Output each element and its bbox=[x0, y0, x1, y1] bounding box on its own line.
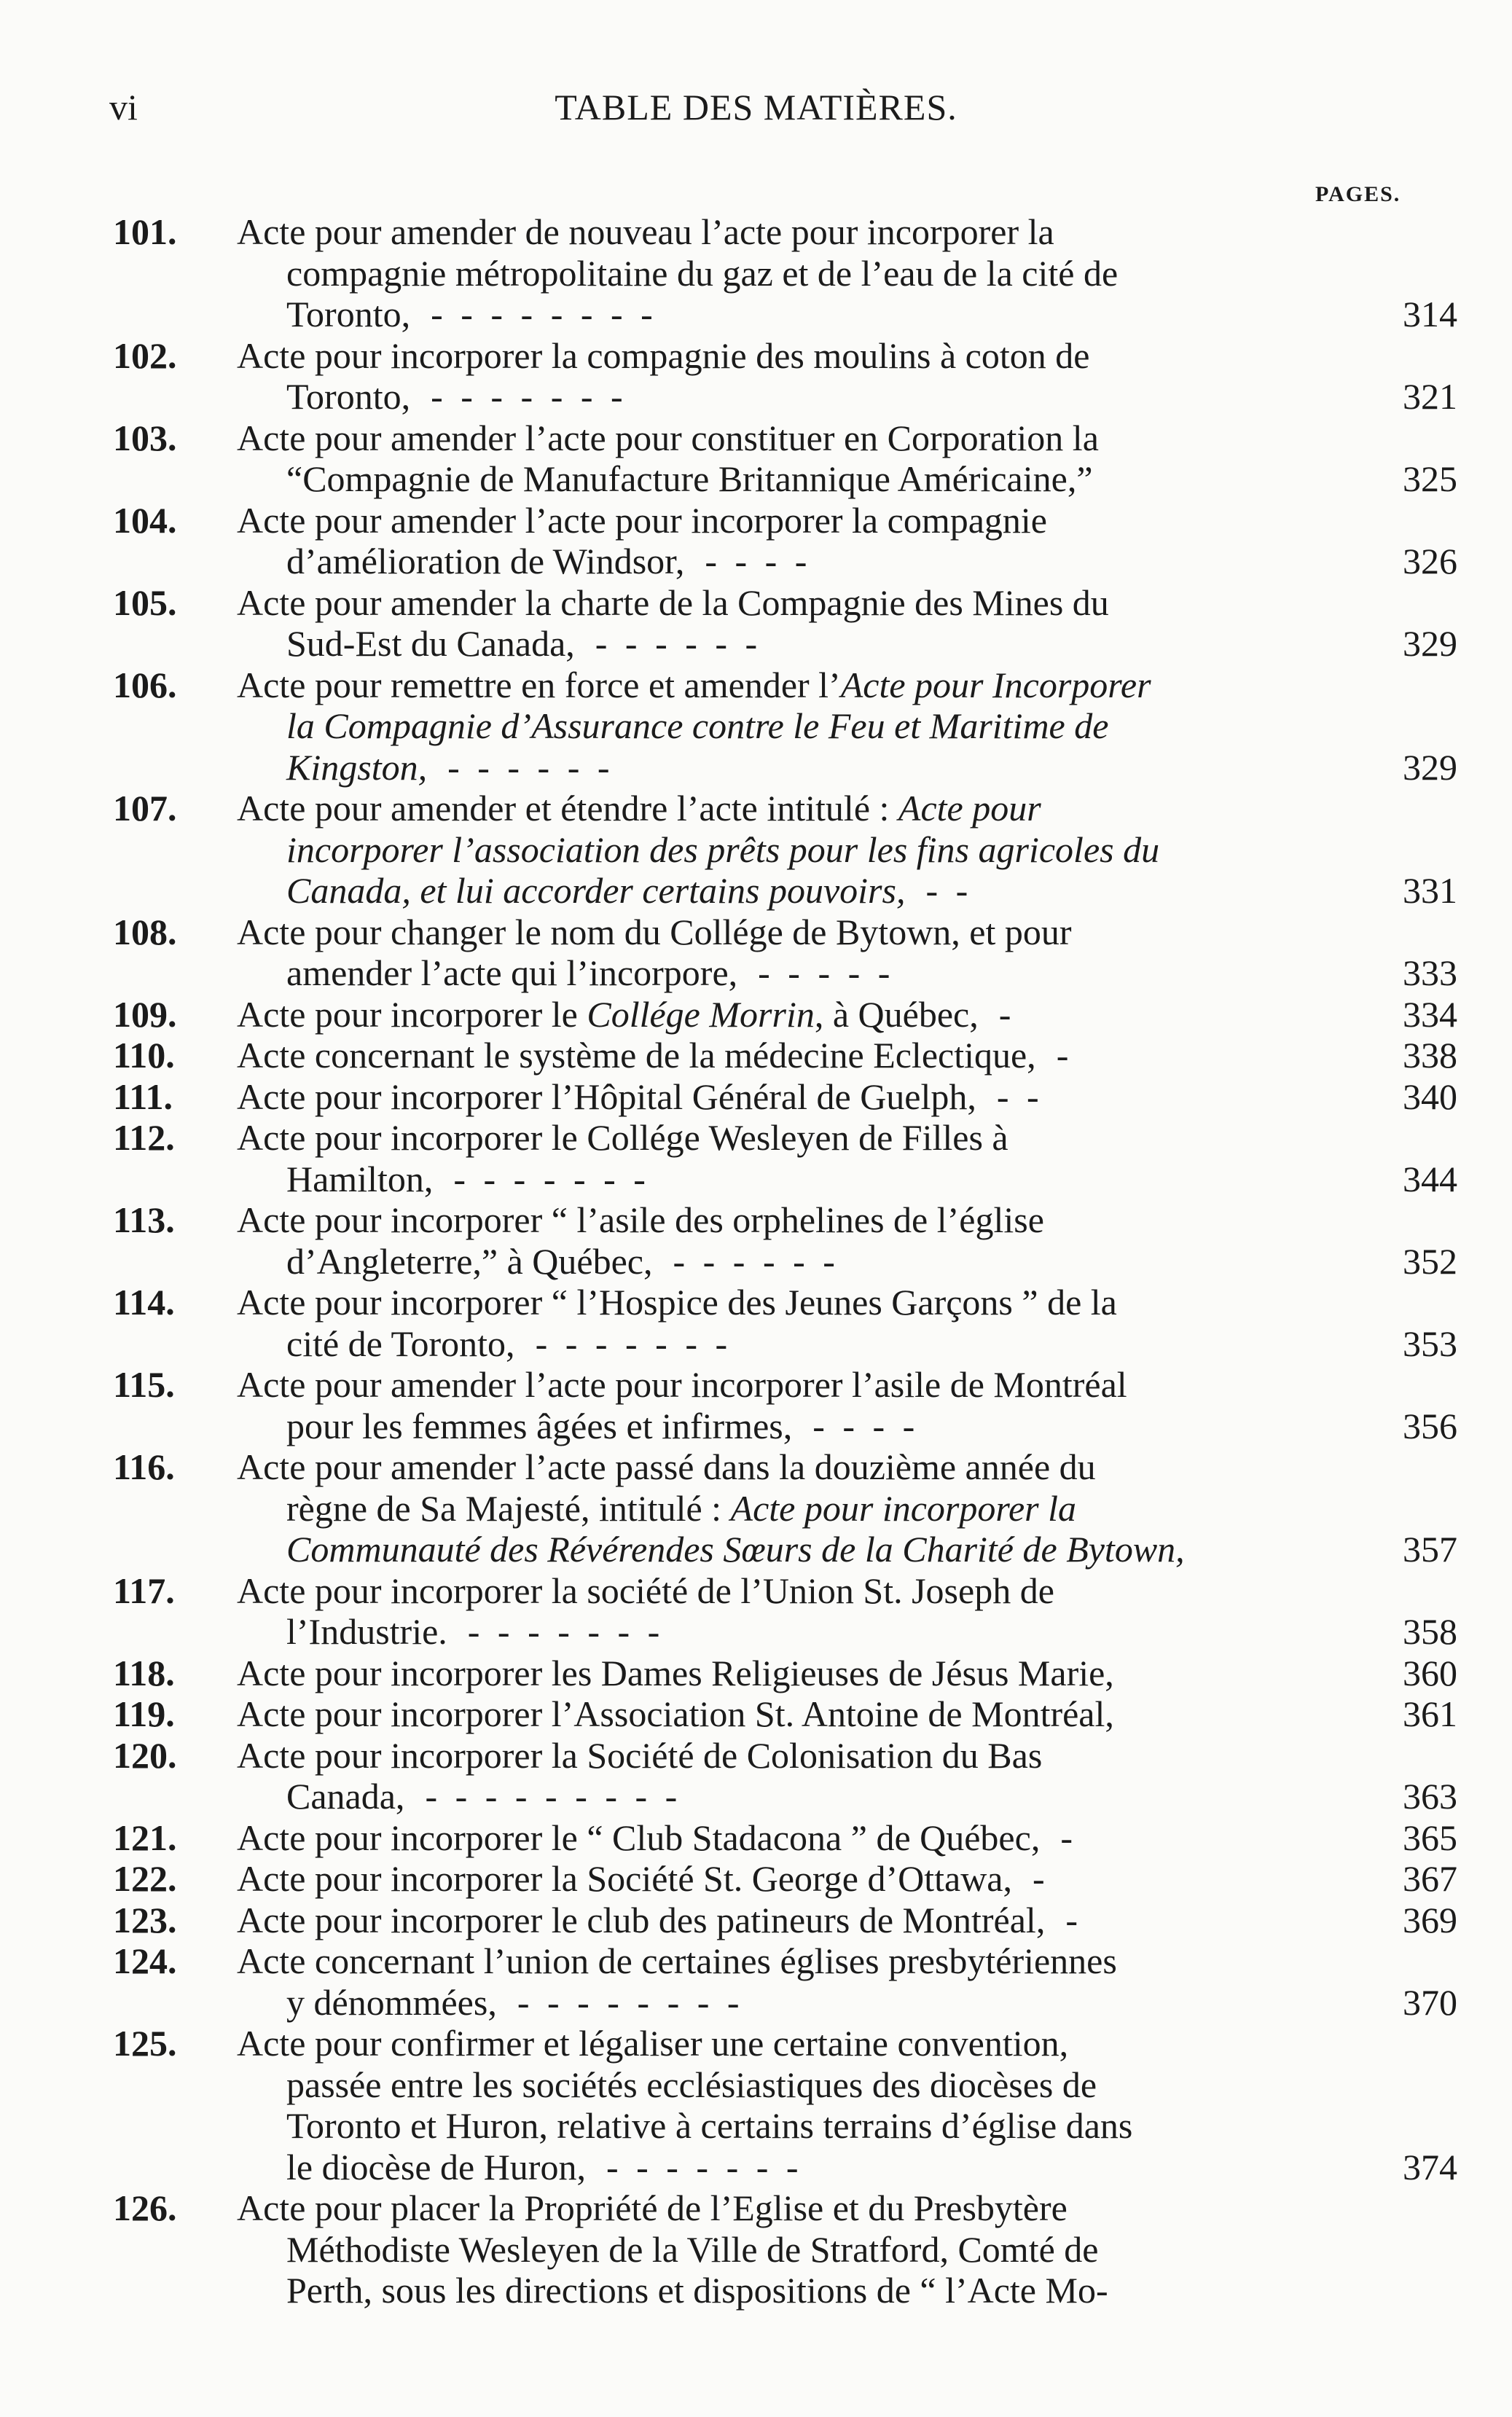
dot-leader: - bbox=[1060, 1817, 1077, 1858]
entry-text bbox=[113, 1282, 1457, 1364]
toc-entry bbox=[113, 1693, 1457, 1735]
entry-number: 103. bbox=[113, 417, 177, 458]
entry-line-text: amender l’acte qui l’incorpore, bbox=[286, 952, 738, 993]
toc-entry bbox=[113, 1199, 1457, 1282]
dot-leader: - bbox=[1056, 1035, 1073, 1076]
page-reference: 329 bbox=[1403, 746, 1457, 788]
entry-line bbox=[113, 1570, 1457, 1612]
entry-line bbox=[113, 1858, 1457, 1900]
dot-leader: - bbox=[998, 993, 1016, 1035]
page-reference: 369 bbox=[1403, 1899, 1457, 1940]
entry-number: 101. bbox=[113, 211, 177, 252]
entry-line-text: règne de Sa Majesté, intitulé : bbox=[286, 1487, 731, 1529]
page-reference: 374 bbox=[1403, 2146, 1457, 2187]
toc-entry bbox=[113, 1076, 1457, 1118]
entry-line bbox=[113, 1900, 1457, 1941]
entry-line bbox=[113, 376, 1457, 418]
entry-line bbox=[113, 1117, 1457, 1159]
entry-line bbox=[113, 1982, 1457, 2024]
entry-line-text: Acte pour incorporer le Collége Wesleyen de Filles à bbox=[237, 1117, 1008, 1158]
page-reference: 357 bbox=[1403, 1529, 1457, 1570]
page-reference: 353 bbox=[1403, 1323, 1457, 1364]
entry-line bbox=[113, 335, 1457, 377]
entry-line bbox=[113, 253, 1457, 294]
entry-line bbox=[113, 788, 1457, 829]
entry-line-text: Acte pour amender l’acte pour incorporer la compagnie bbox=[237, 499, 1047, 541]
entry-number: 110. bbox=[113, 1035, 175, 1076]
entry-number: 102. bbox=[113, 334, 177, 376]
page-reference: 370 bbox=[1403, 1981, 1457, 2023]
entry-line-text: Acte pour amender l’acte passé dans la douzième année du bbox=[237, 1446, 1096, 1487]
toc-entry bbox=[113, 582, 1457, 665]
entry-line bbox=[113, 705, 1457, 747]
entry-line bbox=[113, 1940, 1457, 1982]
page-reference: 333 bbox=[1403, 952, 1457, 993]
entry-line bbox=[113, 665, 1457, 706]
dot-leader: - - - - - - bbox=[673, 1240, 839, 1282]
page-reference: 331 bbox=[1403, 870, 1457, 911]
entry-line-text: Sud-Est du Canada, bbox=[286, 623, 575, 664]
toc-entry bbox=[113, 500, 1457, 582]
entry-text bbox=[113, 1364, 1457, 1446]
entry-number: 126. bbox=[113, 2187, 177, 2228]
entry-number: 111. bbox=[113, 1076, 173, 1117]
entry-line-text: passée entre les sociétés ecclésiastiques des diocèses de bbox=[286, 2064, 1097, 2105]
dot-leader: - - - - - - - - - bbox=[425, 1776, 682, 1817]
toc-entry bbox=[113, 1653, 1457, 1694]
entry-line bbox=[113, 870, 1457, 912]
entry-line bbox=[113, 2064, 1457, 2106]
entry-line-text: Acte pour remettre en force et amender l’ bbox=[237, 664, 841, 705]
pages-column-label: PAGES. bbox=[1315, 182, 1401, 206]
entry-line bbox=[113, 1446, 1457, 1488]
entry-line-text: Acte pour placer la Propriété de l’Eglise et du Presbytère bbox=[237, 2187, 1068, 2228]
entry-text bbox=[113, 1817, 1457, 1859]
entry-line bbox=[113, 952, 1457, 994]
entry-line bbox=[113, 829, 1457, 871]
entry-line-text: Acte pour incorporer “ l’asile des orphelines de l’église bbox=[237, 1199, 1044, 1240]
entry-text bbox=[113, 211, 1457, 335]
page-reference: 361 bbox=[1403, 1693, 1457, 1734]
entry-text bbox=[113, 1900, 1457, 1941]
entry-line-text: Acte pour amender l’acte pour constituer en Corporation la bbox=[237, 417, 1099, 458]
entry-line bbox=[113, 2105, 1457, 2147]
entry-text bbox=[113, 788, 1457, 912]
entry-line bbox=[113, 1323, 1457, 1365]
entry-line-text: “Compagnie de Manufacture Britannique Américaine,” bbox=[286, 458, 1093, 499]
entry-line-text: Acte pour incorporer le “ Club Stadacona ” de Québec, bbox=[237, 1817, 1041, 1858]
entry-number: 121. bbox=[113, 1817, 177, 1858]
entry-line-text-after: , à Québec, bbox=[814, 993, 979, 1035]
entry-text bbox=[113, 2023, 1457, 2187]
toc-entry bbox=[113, 1858, 1457, 1900]
entry-line bbox=[113, 912, 1457, 953]
dot-leader: - bbox=[1033, 1858, 1049, 1899]
dot-leader: - - - - - - bbox=[447, 746, 614, 788]
entry-line bbox=[113, 1406, 1457, 1447]
entry-line-text: Acte pour incorporer l’Hôpital Général de Guelph, bbox=[237, 1076, 976, 1117]
dot-leader: - - - - - - - bbox=[431, 376, 627, 417]
dot-leader: - - - - - - - - bbox=[517, 1981, 744, 2023]
toc-entry bbox=[113, 665, 1457, 788]
entry-line-italic-text: Canada, et lui accorder certains pouvoirs, bbox=[286, 870, 906, 911]
toc-entry bbox=[113, 1900, 1457, 1941]
entry-number: 114. bbox=[113, 1282, 175, 1323]
entry-text bbox=[113, 1076, 1457, 1118]
entry-number: 122. bbox=[113, 1858, 177, 1899]
toc-entry bbox=[113, 2023, 1457, 2187]
entry-line bbox=[113, 1241, 1457, 1282]
entry-line bbox=[113, 1035, 1457, 1076]
entry-number: 108. bbox=[113, 911, 177, 952]
entry-line bbox=[113, 747, 1457, 788]
entry-line-text: cité de Toronto, bbox=[286, 1323, 515, 1364]
dot-leader: - - - - - - - bbox=[453, 1158, 650, 1199]
entry-line-text: l’Industrie. bbox=[286, 1611, 447, 1652]
entry-line-text: Acte pour incorporer le bbox=[237, 993, 587, 1035]
entry-number: 120. bbox=[113, 1734, 177, 1776]
entry-text bbox=[113, 500, 1457, 582]
page-reference: 356 bbox=[1403, 1405, 1457, 1446]
entry-line bbox=[113, 582, 1457, 624]
entry-line-text: Perth, sous les directions et dispositions de “ l’Acte Mo- bbox=[286, 2270, 1108, 2311]
entry-line-text: Acte concernant l’union de certaines églises presbytériennes bbox=[237, 1940, 1117, 1981]
entry-number: 106. bbox=[113, 664, 177, 705]
entry-line-text: Acte pour incorporer la compagnie des moulins à coton de bbox=[237, 334, 1090, 376]
page-reference: 334 bbox=[1403, 993, 1457, 1035]
entry-number: 119. bbox=[113, 1693, 175, 1734]
page-reference: 326 bbox=[1403, 541, 1457, 581]
entry-line bbox=[113, 1529, 1457, 1570]
entry-line bbox=[113, 1364, 1457, 1406]
toc-entry bbox=[113, 2187, 1457, 2311]
entry-text bbox=[113, 335, 1457, 418]
dot-leader: - bbox=[1065, 1899, 1082, 1940]
entry-text bbox=[113, 1117, 1457, 1199]
page-reference: 314 bbox=[1403, 294, 1457, 334]
entry-line bbox=[113, 500, 1457, 541]
entry-line-text: d’amélioration de Windsor, bbox=[286, 541, 685, 581]
page-reference: 344 bbox=[1403, 1158, 1457, 1199]
entry-number: 118. bbox=[113, 1652, 175, 1693]
page-reference: 321 bbox=[1403, 376, 1457, 417]
toc-entry bbox=[113, 1446, 1457, 1570]
entry-number: 115. bbox=[113, 1364, 175, 1405]
entry-line-text: pour les femmes âgées et infirmes, bbox=[286, 1405, 793, 1446]
entry-line-text: Acte pour changer le nom du Collége de Bytown, et pour bbox=[237, 911, 1072, 952]
entry-text bbox=[113, 994, 1457, 1035]
entry-text bbox=[113, 2187, 1457, 2311]
entry-line bbox=[113, 994, 1457, 1035]
entry-line-italic-text: incorporer l’association des prêts pour les fins agricoles du bbox=[286, 828, 1160, 870]
entry-number: 125. bbox=[113, 2023, 177, 2064]
page-title: TABLE DES MATIÈRES. bbox=[555, 87, 957, 128]
page-reference: 367 bbox=[1403, 1858, 1457, 1899]
page-reference: 325 bbox=[1403, 458, 1457, 499]
entry-text bbox=[113, 1570, 1457, 1653]
entry-line-text: Acte pour amender la charte de la Compagnie des Mines du bbox=[237, 581, 1109, 623]
toc-entry bbox=[113, 912, 1457, 994]
entry-line bbox=[113, 1076, 1457, 1118]
entry-line-text: Toronto, bbox=[286, 376, 411, 417]
entry-text bbox=[113, 1446, 1457, 1570]
toc-entry bbox=[113, 1282, 1457, 1364]
entry-line-text: Méthodiste Wesleyen de la Ville de Stratford, Comté de bbox=[286, 2228, 1099, 2270]
entry-line bbox=[113, 1282, 1457, 1323]
entry-line-italic-text: Kingston, bbox=[286, 746, 428, 788]
entry-number: 112. bbox=[113, 1117, 175, 1158]
dot-leader: - - - - - - - bbox=[467, 1611, 665, 1652]
page-reference: 329 bbox=[1403, 623, 1457, 664]
toc-entry bbox=[113, 1570, 1457, 1653]
entry-line bbox=[113, 623, 1457, 665]
dot-leader: - - bbox=[925, 870, 973, 911]
dot-leader: - - - - - bbox=[758, 952, 895, 993]
entry-line-text: Acte pour incorporer la Société St. George d’Ottawa, bbox=[237, 1858, 1012, 1899]
dot-leader: - - - - - - - bbox=[606, 2146, 803, 2187]
entry-line-text: Toronto et Huron, relative à certains terrains d’église dans bbox=[286, 2105, 1133, 2146]
page-reference: 358 bbox=[1403, 1611, 1457, 1652]
entry-line-text: Acte concernant le système de la médecine Eclectique, bbox=[237, 1035, 1036, 1076]
entry-line-italic-text: Acte pour incorporer la bbox=[730, 1487, 1077, 1529]
toc-entry bbox=[113, 1940, 1457, 2023]
entry-line bbox=[113, 1159, 1457, 1200]
entry-line bbox=[113, 1693, 1457, 1735]
entry-line-text: le diocèse de Huron, bbox=[286, 2146, 586, 2187]
toc-entry bbox=[113, 335, 1457, 418]
toc-entry bbox=[113, 1735, 1457, 1817]
entry-line-text: Acte pour incorporer “ l’Hospice des Jeunes Garçons ” de la bbox=[237, 1282, 1117, 1323]
entry-line-text: Acte pour incorporer la société de l’Union St. Joseph de bbox=[237, 1570, 1054, 1611]
dot-leader: - - - - bbox=[705, 541, 812, 581]
entry-line bbox=[113, 1817, 1457, 1859]
entry-line-italic-text: Acte pour bbox=[898, 788, 1041, 828]
toc-entry bbox=[113, 1364, 1457, 1446]
dot-leader: - - - - - - - bbox=[535, 1323, 732, 1364]
entry-number: 117. bbox=[113, 1570, 175, 1611]
entry-text bbox=[113, 1858, 1457, 1900]
page-reference: 363 bbox=[1403, 1776, 1457, 1817]
entry-number: 116. bbox=[113, 1446, 175, 1487]
entry-line bbox=[113, 1776, 1457, 1817]
entry-line-text: y dénommées, bbox=[286, 1981, 497, 2023]
page-reference: 360 bbox=[1403, 1652, 1457, 1693]
toc-entry bbox=[113, 788, 1457, 912]
page-reference: 340 bbox=[1403, 1076, 1457, 1117]
entry-text bbox=[113, 1035, 1457, 1076]
entry-line-text: compagnie métropolitaine du gaz et de l’eau de la cité de bbox=[286, 252, 1119, 294]
entry-line bbox=[113, 294, 1457, 335]
entry-line bbox=[113, 2023, 1457, 2064]
toc-entry bbox=[113, 1117, 1457, 1199]
toc-entry bbox=[113, 418, 1457, 500]
entry-line bbox=[113, 541, 1457, 582]
entry-line bbox=[113, 418, 1457, 459]
entry-line-italic-text: Communauté des Révérendes Sœurs de la Charité de Bytown, bbox=[286, 1529, 1185, 1570]
entry-line-text: Canada, bbox=[286, 1776, 405, 1817]
page-number: vi bbox=[109, 87, 138, 128]
page-reference: 365 bbox=[1403, 1817, 1457, 1858]
entry-number: 104. bbox=[113, 499, 177, 541]
entry-number: 107. bbox=[113, 788, 177, 828]
entry-line-text: Acte pour confirmer et légaliser une certaine convention, bbox=[237, 2023, 1069, 2064]
entry-line bbox=[113, 1735, 1457, 1776]
entry-line bbox=[113, 1199, 1457, 1241]
entry-line-text: Acte pour incorporer le club des patineurs de Montréal, bbox=[237, 1899, 1046, 1940]
dot-leader: - - - - - - bbox=[595, 623, 762, 664]
entry-text bbox=[113, 1653, 1457, 1694]
entry-text bbox=[113, 1735, 1457, 1817]
page-reference: 338 bbox=[1403, 1035, 1457, 1076]
entry-text bbox=[113, 418, 1457, 500]
entry-line-text: Acte pour incorporer l’Association St. Antoine de Montréal, bbox=[237, 1693, 1114, 1734]
page-reference: 352 bbox=[1403, 1240, 1457, 1282]
entry-line bbox=[113, 211, 1457, 253]
entry-line-italic-text: la Compagnie d’Assurance contre le Feu et Maritime de bbox=[286, 705, 1109, 746]
entry-line bbox=[113, 1653, 1457, 1694]
entry-line-italic-text: Collége Morrin bbox=[587, 993, 815, 1035]
entry-line-text: Acte pour amender de nouveau l’acte pour incorporer la bbox=[237, 211, 1054, 252]
dot-leader: - - bbox=[996, 1076, 1043, 1117]
entry-text bbox=[113, 1199, 1457, 1282]
entry-number: 105. bbox=[113, 581, 177, 623]
entry-line bbox=[113, 1488, 1457, 1529]
dot-leader: - - - - - - - - bbox=[431, 294, 657, 334]
entry-line bbox=[113, 2270, 1457, 2311]
toc-entry bbox=[113, 211, 1457, 335]
entry-line-italic-text: Acte pour Incorporer bbox=[840, 664, 1151, 705]
entry-number: 109. bbox=[113, 993, 177, 1035]
entry-line bbox=[113, 2187, 1457, 2229]
entry-text bbox=[113, 1693, 1457, 1735]
toc-entry bbox=[113, 1817, 1457, 1859]
entry-text bbox=[113, 1940, 1457, 2023]
entry-line-text: Acte pour incorporer la Société de Colonisation du Bas bbox=[237, 1734, 1043, 1776]
entry-text bbox=[113, 582, 1457, 665]
entry-line bbox=[113, 458, 1457, 500]
entry-text bbox=[113, 665, 1457, 788]
entry-line bbox=[113, 2229, 1457, 2271]
entry-number: 123. bbox=[113, 1899, 177, 1940]
entry-line-text: Toronto, bbox=[286, 294, 411, 334]
entry-line-text: Acte pour amender l’acte pour incorporer l’asile de Montréal bbox=[237, 1364, 1127, 1405]
entry-number: 124. bbox=[113, 1940, 177, 1981]
toc-entry bbox=[113, 994, 1457, 1035]
entry-line bbox=[113, 2147, 1457, 2188]
entry-text bbox=[113, 912, 1457, 994]
dot-leader: - - - - bbox=[812, 1405, 920, 1446]
entry-number: 113. bbox=[113, 1199, 175, 1240]
toc-entry bbox=[113, 1035, 1457, 1076]
entry-line-text: d’Angleterre,” à Québec, bbox=[286, 1240, 653, 1282]
entry-line bbox=[113, 1611, 1457, 1653]
entry-line-text: Acte pour amender et étendre l’acte intitulé : bbox=[237, 788, 898, 828]
entry-line-text: Hamilton, bbox=[286, 1158, 434, 1199]
entry-line-text: Acte pour incorporer les Dames Religieuses de Jésus Marie, bbox=[237, 1652, 1114, 1693]
